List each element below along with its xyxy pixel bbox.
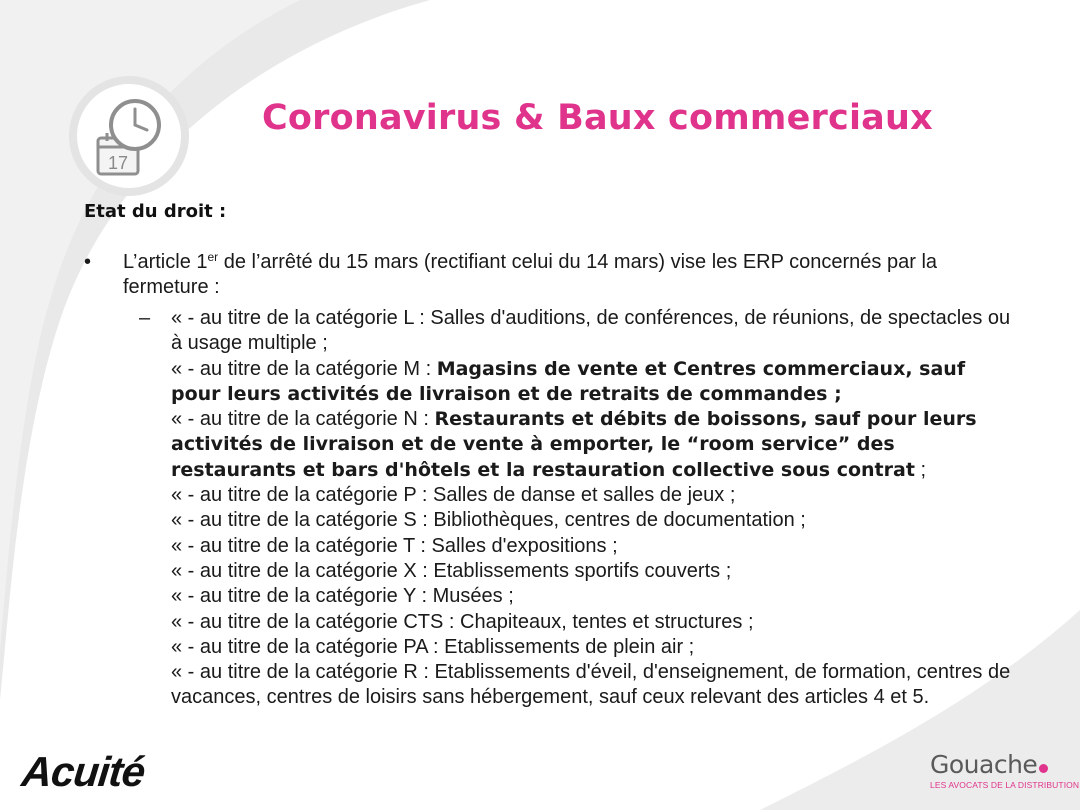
page-title: Coronavirus & Baux commerciaux xyxy=(262,98,933,138)
emphasized-text: Magasins de vente et Centres commerciaux, sauf pour leurs activités de livraison et de retraits de commandes ; xyxy=(171,357,966,405)
bullet-point xyxy=(84,250,994,300)
category-item: « - au titre de la catégorie M : Magasins de vente et Centres commerciaux, sauf pour leurs activités de livraison et de retraits de commandes ; xyxy=(171,357,966,405)
emphasized-text: Restaurants et débits de boissons, sauf pour leurs activités de livraison et de vente à emporter, le “room service” des restaurants et bars d'hôtels et la restauration collective sous contrat xyxy=(171,408,977,481)
category-item: « - au titre de la catégorie PA : Etablissements de plein air ; xyxy=(171,635,695,658)
category-item: « - au titre de la catégorie R : Etablissements d'éveil, d'enseignement, de formation, centres de vacances, centres de loisirs sans hébergement, sauf ceux relevant des articles 4 et 5. xyxy=(171,661,1011,709)
gouache-logo-tagline: LES AVOCATS DE LA DISTRIBUTION xyxy=(930,780,1080,790)
calendar-day: 17 xyxy=(107,153,129,173)
category-item: « - au titre de la catégorie N : Restaurants et débits de boissons, sauf pour leurs activités de livraison et de vente à emporter, le “room service” des restaurants et bars d'hôtels et la restauration collective sous contrat ; xyxy=(171,408,977,481)
category-item: « - au titre de la catégorie L : Salles d'auditions, de conférences, de réunions, de spectacles ou à usage multiple ; xyxy=(171,307,1011,355)
category-item: « - au titre de la catégorie T : Salles d'expositions ; xyxy=(171,534,618,557)
gouache-logo-name: Gouache xyxy=(930,750,1038,779)
gouache-logo xyxy=(930,750,1079,790)
category-item: « - au titre de la catégorie S : Bibliothèques, centres de documentation ; xyxy=(171,509,806,532)
category-list xyxy=(139,306,1019,711)
clock-calendar-icon xyxy=(68,75,190,197)
category-item: « - au titre de la catégorie P : Salles de danse et salles de jeux ; xyxy=(171,484,736,507)
dash-marker: – xyxy=(139,307,151,329)
acuite-logo: Acuité xyxy=(19,748,147,795)
category-item: « - au titre de la catégorie CTS : Chapiteaux, tentes et structures ; xyxy=(171,610,754,633)
section-heading: Etat du droit : xyxy=(84,201,227,222)
bullet-text: L’article 1er de l’arrêté du 15 mars (rectifiant celui du 14 mars) vise les ERP concernés par la fermeture : xyxy=(123,250,938,298)
gouache-logo-dot xyxy=(1039,764,1048,773)
superscript: er xyxy=(207,250,219,264)
bullet-marker: • xyxy=(84,251,92,273)
category-item: « - au titre de la catégorie Y : Musées ; xyxy=(171,585,514,608)
category-item: « - au titre de la catégorie X : Etablissements sportifs couverts ; xyxy=(171,559,732,582)
